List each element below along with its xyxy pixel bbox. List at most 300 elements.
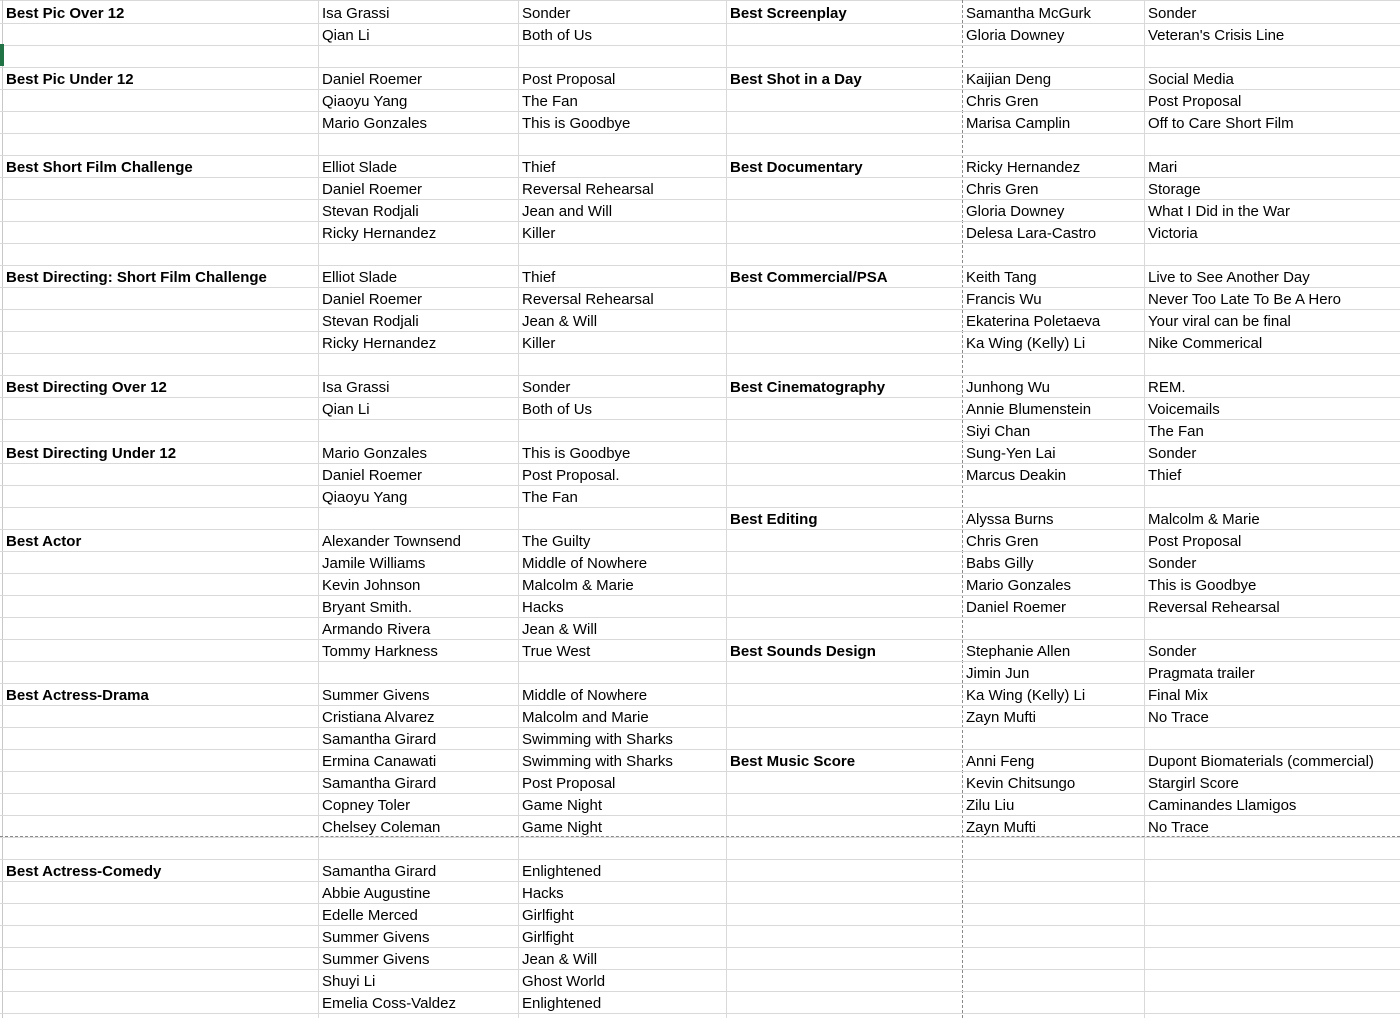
nominee-cell[interactable]: Summer Givens	[322, 929, 430, 946]
film-cell[interactable]: Your viral can be final	[1148, 313, 1291, 330]
film-cell[interactable]: Thief	[1148, 467, 1182, 484]
category-cell[interactable]	[726, 882, 962, 903]
film-cell[interactable]	[518, 508, 726, 529]
nominee-cell[interactable]: Chris Gren	[966, 93, 1039, 110]
film-cell[interactable]: Girlfight	[522, 907, 574, 924]
category-cell[interactable]: Best Actress-Comedy	[6, 863, 162, 880]
film-cell[interactable]: Game Night	[522, 797, 603, 814]
film-cell[interactable]: Hacks	[522, 885, 564, 902]
film-cell[interactable]	[1144, 354, 1400, 375]
nominee-cell[interactable]: Babs Gilly	[966, 555, 1034, 572]
nominee-cell[interactable]: Qian Li	[322, 401, 370, 418]
category-cell[interactable]	[726, 860, 962, 881]
category-cell[interactable]	[726, 992, 962, 1013]
nominee-cell[interactable]	[962, 970, 1144, 991]
film-cell[interactable]: Caminandes Llamigos	[1148, 797, 1297, 814]
category-cell[interactable]	[2, 926, 318, 947]
nominee-cell[interactable]: Zilu Liu	[966, 797, 1015, 814]
category-cell[interactable]	[2, 354, 318, 375]
film-cell[interactable]: No Trace	[1148, 709, 1209, 726]
nominee-cell[interactable]: Samantha Girard	[322, 731, 437, 748]
category-cell[interactable]	[2, 24, 318, 45]
nominee-cell[interactable]: Siyi Chan	[966, 423, 1031, 440]
film-cell[interactable]	[1144, 134, 1400, 155]
category-cell[interactable]	[2, 596, 318, 617]
nominee-cell[interactable]: Stephanie Allen	[966, 643, 1071, 660]
film-cell[interactable]: Post Proposal	[1148, 533, 1242, 550]
film-cell[interactable]: The Fan	[522, 93, 578, 110]
nominee-cell[interactable]: Ka Wing (Kelly) Li	[966, 335, 1086, 352]
category-cell[interactable]	[726, 838, 962, 859]
film-cell[interactable]: Hacks	[522, 599, 564, 616]
category-cell[interactable]	[726, 200, 962, 221]
nominee-cell[interactable]: Mario Gonzales	[966, 577, 1072, 594]
film-cell[interactable]	[1144, 992, 1400, 1013]
film-cell[interactable]: Pragmata trailer	[1148, 665, 1255, 682]
category-cell[interactable]	[726, 134, 962, 155]
nominee-cell[interactable]: Ricky Hernandez	[966, 159, 1081, 176]
category-cell[interactable]	[726, 178, 962, 199]
film-cell[interactable]: The Guilty	[522, 533, 591, 550]
nominee-cell[interactable]: Zayn Mufti	[966, 709, 1037, 726]
film-cell[interactable]: This is Goodbye	[522, 445, 631, 462]
film-cell[interactable]: Jean & Will	[522, 313, 598, 330]
nominee-cell[interactable]: Annie Blumenstein	[966, 401, 1092, 418]
film-cell[interactable]: Post Proposal	[1148, 93, 1242, 110]
film-cell[interactable]: Girlfight	[522, 929, 574, 946]
table-row	[0, 486, 1400, 508]
nominee-cell[interactable]: Ricky Hernandez	[322, 225, 437, 242]
category-cell[interactable]	[726, 926, 962, 947]
category-cell[interactable]	[2, 882, 318, 903]
table-row	[0, 882, 1400, 904]
film-cell[interactable]: This is Goodbye	[522, 115, 631, 132]
nominee-cell[interactable]: Tommy Harkness	[322, 643, 438, 660]
nominee-cell[interactable]: Ermina Canawati	[322, 753, 437, 770]
film-cell[interactable]: Both of Us	[522, 401, 593, 418]
nominee-cell[interactable]	[962, 354, 1144, 375]
film-cell[interactable]	[518, 46, 726, 67]
category-cell[interactable]	[2, 112, 318, 133]
category-cell[interactable]	[2, 200, 318, 221]
category-cell[interactable]: Best Actress-Drama	[6, 687, 149, 704]
film-cell[interactable]: Dupont Biomaterials (commercial)	[1148, 753, 1374, 770]
category-cell[interactable]: Best Shot in a Day	[730, 71, 862, 88]
table-row	[0, 156, 1400, 178]
table-row	[0, 750, 1400, 772]
nominee-cell[interactable]: Daniel Roemer	[322, 181, 423, 198]
nominee-cell[interactable]	[962, 838, 1144, 859]
nominee-cell[interactable]: Francis Wu	[966, 291, 1042, 308]
category-cell[interactable]	[726, 970, 962, 991]
category-cell[interactable]	[2, 948, 318, 969]
film-cell[interactable]: What I Did in the War	[1148, 203, 1290, 220]
nominee-cell[interactable]: Ricky Hernandez	[322, 335, 437, 352]
film-cell[interactable]: Jean & Will	[522, 951, 598, 968]
table-row	[0, 90, 1400, 112]
film-cell[interactable]: Storage	[1148, 181, 1201, 198]
film-cell[interactable]	[1144, 838, 1400, 859]
film-cell[interactable]	[1144, 728, 1400, 749]
category-cell[interactable]	[726, 618, 962, 639]
category-cell[interactable]	[2, 486, 318, 507]
nominee-cell[interactable]: Daniel Roemer	[322, 71, 423, 88]
film-cell[interactable]: Live to See Another Day	[1148, 269, 1310, 286]
nominee-cell[interactable]: Mario Gonzales	[322, 445, 428, 462]
category-cell[interactable]	[726, 24, 962, 45]
table-row	[0, 244, 1400, 266]
category-cell[interactable]	[726, 90, 962, 111]
nominee-cell[interactable]: Armando Rivera	[322, 621, 431, 638]
category-cell[interactable]	[2, 574, 318, 595]
nominee-cell[interactable]: Keith Tang	[966, 269, 1037, 286]
nominee-cell[interactable]: Kaijian Deng	[966, 71, 1052, 88]
nominee-cell[interactable]	[318, 244, 518, 265]
film-cell[interactable]: Post Proposal	[522, 775, 616, 792]
category-cell[interactable]	[726, 222, 962, 243]
category-cell[interactable]	[2, 398, 318, 419]
film-cell[interactable]: Reversal Rehearsal	[522, 181, 654, 198]
nominee-cell[interactable]: Bryant Smith.	[322, 599, 413, 616]
category-cell[interactable]	[726, 288, 962, 309]
nominee-cell[interactable]	[962, 134, 1144, 155]
film-cell[interactable]: Malcolm & Marie	[522, 577, 634, 594]
film-cell[interactable]: The Fan	[1148, 423, 1204, 440]
category-cell[interactable]	[2, 90, 318, 111]
category-cell[interactable]	[2, 662, 318, 683]
category-cell[interactable]: Best Directing Under 12	[6, 445, 177, 462]
nominee-cell[interactable]	[962, 926, 1144, 947]
film-cell[interactable]: Never Too Late To Be A Hero	[1148, 291, 1341, 308]
category-cell[interactable]	[726, 552, 962, 573]
film-cell[interactable]: Sonder	[522, 5, 571, 22]
category-cell[interactable]	[726, 772, 962, 793]
nominee-cell[interactable]: Daniel Roemer	[322, 467, 423, 484]
nominee-cell[interactable]: Qiaoyu Yang	[322, 489, 408, 506]
category-cell[interactable]	[726, 816, 962, 837]
film-cell[interactable]: Swimming with Sharks	[522, 753, 673, 770]
film-cell[interactable]: Sonder	[522, 379, 571, 396]
category-cell[interactable]: Best Actor	[6, 533, 82, 550]
category-cell[interactable]	[2, 420, 318, 441]
category-cell[interactable]	[726, 398, 962, 419]
nominee-cell[interactable]: Kevin Chitsungo	[966, 775, 1076, 792]
category-cell[interactable]	[726, 46, 962, 67]
film-cell[interactable]: Sonder	[1148, 445, 1197, 462]
film-cell[interactable]: REM.	[1148, 379, 1186, 396]
category-cell[interactable]	[726, 794, 962, 815]
film-cell[interactable]: Final Mix	[1148, 687, 1209, 704]
category-cell[interactable]	[2, 816, 318, 837]
film-cell[interactable]: Sonder	[1148, 643, 1197, 660]
category-cell[interactable]: Best Music Score	[730, 753, 856, 770]
nominee-cell[interactable]	[962, 992, 1144, 1013]
nominee-cell[interactable]: Qian Li	[322, 27, 370, 44]
category-cell[interactable]: Best Editing	[730, 511, 818, 528]
nominee-cell[interactable]: Alyssa Burns	[966, 511, 1054, 528]
category-cell[interactable]	[2, 310, 318, 331]
film-cell[interactable]	[1144, 46, 1400, 67]
category-cell[interactable]	[2, 178, 318, 199]
category-cell[interactable]: Best Pic Under 12	[6, 71, 134, 88]
category-cell[interactable]	[2, 552, 318, 573]
category-cell[interactable]: Best Documentary	[730, 159, 863, 176]
table-row	[0, 992, 1400, 1014]
category-cell[interactable]	[2, 728, 318, 749]
table-row	[0, 354, 1400, 376]
film-cell[interactable]: Mari	[1148, 159, 1178, 176]
film-cell[interactable]	[1144, 948, 1400, 969]
nominee-cell[interactable]	[318, 46, 518, 67]
table-row	[0, 662, 1400, 684]
film-cell[interactable]: True West	[522, 643, 591, 660]
nominee-cell[interactable]: Samantha Girard	[322, 775, 437, 792]
film-cell[interactable]: Killer	[522, 335, 556, 352]
category-cell[interactable]	[726, 464, 962, 485]
film-cell[interactable]: Voicemails	[1148, 401, 1220, 418]
film-cell[interactable]: Thief	[522, 159, 556, 176]
film-cell[interactable]	[518, 134, 726, 155]
nominee-cell[interactable]: Stevan Rodjali	[322, 313, 419, 330]
table-row	[0, 178, 1400, 200]
nominee-cell[interactable]	[962, 728, 1144, 749]
nominee-cell[interactable]: Emelia Coss-Valdez	[322, 995, 456, 1012]
film-cell[interactable]	[1144, 926, 1400, 947]
category-cell[interactable]	[726, 244, 962, 265]
table-row	[0, 926, 1400, 948]
category-cell[interactable]: Best Cinematography	[730, 379, 886, 396]
category-cell[interactable]	[726, 420, 962, 441]
nominee-cell[interactable]: Delesa Lara-Castro	[966, 225, 1097, 242]
film-cell[interactable]: Sonder	[1148, 555, 1197, 572]
category-cell[interactable]	[2, 992, 318, 1013]
film-cell[interactable]: Enlightened	[522, 863, 602, 880]
nominee-cell[interactable]: Chris Gren	[966, 533, 1039, 550]
nominee-cell[interactable]: Chelsey Coleman	[322, 819, 441, 836]
film-cell[interactable]	[518, 838, 726, 859]
nominee-cell[interactable]	[962, 904, 1144, 925]
film-cell[interactable]: Thief	[522, 269, 556, 286]
film-cell[interactable]	[1144, 860, 1400, 881]
film-cell[interactable]: The Fan	[522, 489, 578, 506]
table-row	[0, 24, 1400, 46]
film-cell[interactable]: Jean & Will	[522, 621, 598, 638]
film-cell[interactable]: Post Proposal	[522, 71, 616, 88]
film-cell[interactable]: Both of Us	[522, 27, 593, 44]
category-cell[interactable]	[2, 464, 318, 485]
film-cell[interactable]	[1144, 970, 1400, 991]
nominee-cell[interactable]	[962, 860, 1144, 881]
nominee-cell[interactable]	[962, 486, 1144, 507]
nominee-cell[interactable]: Qiaoyu Yang	[322, 93, 408, 110]
category-cell[interactable]	[726, 486, 962, 507]
film-cell[interactable]: Malcolm and Marie	[522, 709, 649, 726]
film-cell[interactable]	[1144, 244, 1400, 265]
category-cell[interactable]	[2, 970, 318, 991]
nominee-cell[interactable]	[318, 420, 518, 441]
category-cell[interactable]	[2, 794, 318, 815]
category-cell[interactable]	[2, 904, 318, 925]
category-cell[interactable]	[2, 46, 318, 67]
category-cell[interactable]: Best Directing: Short Film Challenge	[6, 269, 267, 286]
category-cell[interactable]: Best Pic Over 12	[6, 5, 125, 22]
film-cell[interactable]: Veteran's Crisis Line	[1148, 27, 1285, 44]
film-cell[interactable]: Stargirl Score	[1148, 775, 1239, 792]
nominee-cell[interactable]: Chris Gren	[966, 181, 1039, 198]
film-cell[interactable]: Jean and Will	[522, 203, 613, 220]
nominee-cell[interactable]: Gloria Downey	[966, 203, 1065, 220]
nominee-cell[interactable]: Edelle Merced	[322, 907, 418, 924]
category-cell[interactable]	[2, 838, 318, 859]
film-cell[interactable]: Victoria	[1148, 225, 1198, 242]
category-cell[interactable]	[726, 310, 962, 331]
film-cell[interactable]: Nike Commerical	[1148, 335, 1263, 352]
film-cell[interactable]: Ghost World	[522, 973, 606, 990]
film-cell[interactable]: Malcolm & Marie	[1148, 511, 1260, 528]
film-cell[interactable]	[518, 244, 726, 265]
film-cell[interactable]: Game Night	[522, 819, 603, 836]
nominee-cell[interactable]: Alexander Townsend	[322, 533, 461, 550]
film-cell[interactable]	[1144, 882, 1400, 903]
film-cell[interactable]: Killer	[522, 225, 556, 242]
film-cell[interactable]: No Trace	[1148, 819, 1209, 836]
film-cell[interactable]	[1144, 904, 1400, 925]
nominee-cell[interactable]: Isa Grassi	[322, 5, 390, 22]
nominee-cell[interactable]: Marisa Camplin	[966, 115, 1071, 132]
film-cell[interactable]: Reversal Rehearsal	[1148, 599, 1280, 616]
film-cell[interactable]: Social Media	[1148, 71, 1234, 88]
table-row	[0, 552, 1400, 574]
nominee-cell[interactable]: Elliot Slade	[322, 269, 398, 286]
nominee-cell[interactable]	[962, 46, 1144, 67]
nominee-cell[interactable]: Shuyi Li	[322, 973, 376, 990]
category-cell[interactable]	[2, 244, 318, 265]
category-cell[interactable]	[2, 772, 318, 793]
nominee-cell[interactable]: Zayn Mufti	[966, 819, 1037, 836]
film-cell[interactable]	[518, 354, 726, 375]
nominee-cell[interactable]: Summer Givens	[322, 951, 430, 968]
nominee-cell[interactable]: Ka Wing (Kelly) Li	[966, 687, 1086, 704]
table-row	[0, 728, 1400, 750]
table-row	[0, 2, 1400, 24]
nominee-cell[interactable]	[318, 662, 518, 683]
film-cell[interactable]	[1144, 486, 1400, 507]
category-cell[interactable]	[726, 662, 962, 683]
nominee-cell[interactable]: Elliot Slade	[322, 159, 398, 176]
category-cell[interactable]	[2, 134, 318, 155]
table-row	[0, 310, 1400, 332]
nominee-cell[interactable]: Mario Gonzales	[322, 115, 428, 132]
category-cell[interactable]	[726, 530, 962, 551]
film-cell[interactable]	[518, 420, 726, 441]
category-cell[interactable]	[2, 706, 318, 727]
nominee-cell[interactable]: Jamile Williams	[322, 555, 426, 572]
nominee-cell[interactable]	[962, 948, 1144, 969]
category-cell[interactable]	[2, 332, 318, 353]
category-cell[interactable]	[726, 728, 962, 749]
category-cell[interactable]	[726, 574, 962, 595]
nominee-cell[interactable]: Stevan Rodjali	[322, 203, 419, 220]
category-cell[interactable]	[2, 640, 318, 661]
film-cell[interactable]: Reversal Rehearsal	[522, 291, 654, 308]
film-cell[interactable]: Enlightened	[522, 995, 602, 1012]
category-cell[interactable]	[726, 904, 962, 925]
film-cell[interactable]: This is Goodbye	[1148, 577, 1257, 594]
category-cell[interactable]: Best Screenplay	[730, 5, 847, 22]
category-cell[interactable]	[726, 706, 962, 727]
nominee-cell[interactable]: Anni Feng	[966, 753, 1035, 770]
nominee-cell[interactable]	[962, 244, 1144, 265]
nominee-cell[interactable]: Daniel Roemer	[966, 599, 1067, 616]
category-cell[interactable]	[726, 442, 962, 463]
nominee-cell[interactable]: Cristiana Alvarez	[322, 709, 435, 726]
category-cell[interactable]	[2, 222, 318, 243]
category-cell[interactable]	[726, 596, 962, 617]
table-row	[0, 816, 1400, 838]
film-cell[interactable]	[1144, 618, 1400, 639]
nominee-cell[interactable]: Ekaterina Poletaeva	[966, 313, 1101, 330]
table-row	[0, 288, 1400, 310]
category-cell[interactable]: Best Short Film Challenge	[6, 159, 193, 176]
table-row	[0, 464, 1400, 486]
category-cell[interactable]	[726, 332, 962, 353]
nominee-cell[interactable]	[962, 618, 1144, 639]
nominee-cell[interactable]	[318, 134, 518, 155]
category-cell[interactable]: Best Directing Over 12	[6, 379, 167, 396]
category-cell[interactable]: Best Sounds Design	[730, 643, 876, 660]
category-cell[interactable]: Best Commercial/PSA	[730, 269, 888, 286]
nominee-cell[interactable]: Kevin Johnson	[322, 577, 421, 594]
film-cell[interactable]	[518, 662, 726, 683]
nominee-cell[interactable]: Isa Grassi	[322, 379, 390, 396]
film-cell[interactable]: Post Proposal.	[522, 467, 620, 484]
nominee-cell[interactable]: Abbie Augustine	[322, 885, 431, 902]
nominee-cell[interactable]: Junhong Wu	[966, 379, 1050, 396]
table-row	[0, 376, 1400, 398]
category-cell[interactable]	[2, 508, 318, 529]
category-cell[interactable]	[726, 354, 962, 375]
nominee-cell[interactable]: Daniel Roemer	[322, 291, 423, 308]
film-cell[interactable]: Swimming with Sharks	[522, 731, 673, 748]
category-cell[interactable]	[726, 684, 962, 705]
film-cell[interactable]: Middle of Nowhere	[522, 555, 648, 572]
film-cell[interactable]: Middle of Nowhere	[522, 687, 648, 704]
table-row	[0, 948, 1400, 970]
nominee-cell[interactable]: Summer Givens	[322, 687, 430, 704]
table-row	[0, 596, 1400, 618]
film-cell[interactable]: Sonder	[1148, 5, 1197, 22]
nominee-cell[interactable]	[318, 508, 518, 529]
category-cell[interactable]	[2, 618, 318, 639]
nominee-cell[interactable]: Copney Toler	[322, 797, 411, 814]
category-cell[interactable]	[2, 288, 318, 309]
table-row	[0, 618, 1400, 640]
table-row	[0, 508, 1400, 530]
nominee-cell[interactable]: Samantha McGurk	[966, 5, 1092, 22]
nominee-cell[interactable]: Jimin Jun	[966, 665, 1030, 682]
nominee-cell[interactable]	[318, 838, 518, 859]
nominee-cell[interactable]: Samantha Girard	[322, 863, 437, 880]
nominee-cell[interactable]	[962, 882, 1144, 903]
category-cell[interactable]	[726, 112, 962, 133]
nominee-cell[interactable]: Gloria Downey	[966, 27, 1065, 44]
nominee-cell[interactable]	[318, 354, 518, 375]
nominee-cell[interactable]: Sung-Yen Lai	[966, 445, 1056, 462]
category-cell[interactable]	[2, 750, 318, 771]
film-cell[interactable]: Off to Care Short Film	[1148, 115, 1294, 132]
category-cell[interactable]	[726, 948, 962, 969]
nominee-cell[interactable]: Marcus Deakin	[966, 467, 1067, 484]
